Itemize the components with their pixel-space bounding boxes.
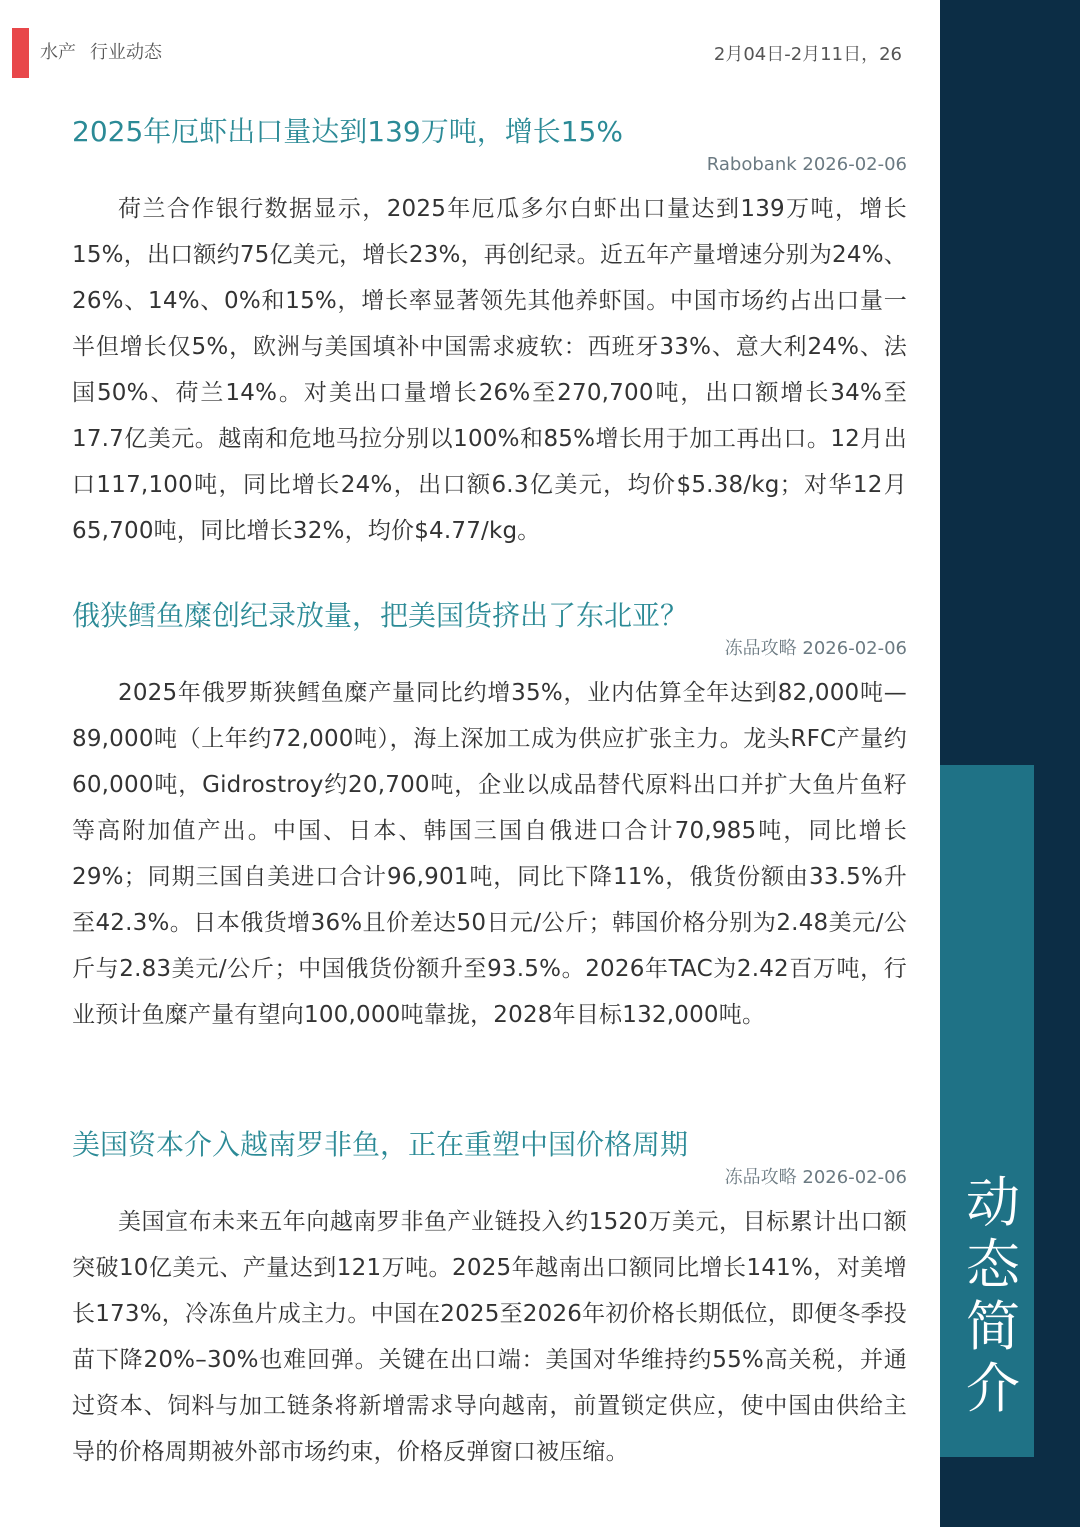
sidebar-char: 介 <box>966 1357 1020 1420</box>
article-meta <box>72 638 907 660</box>
section-marker <box>12 28 29 78</box>
article-body: 美国宣布未来五年向越南罗非鱼产业链投入约1520万美元，目标累计出口额突破10亿美元、产量达到121万吨。2025年越南出口额同比增长141%，对美增长173%，冷冻鱼片成主力。中国在2025至2026年初价格长期低位，即便冬季投苗下降20%–30%也难回弹。关键在出口端：美国对华维持约55%高关税，并通过资本、饲料与加工链条将新增需求导向越南，前置锁定供应，使中国由供给主导的价格周期被外部市场约束，价格反弹窗口被压缩。 <box>72 1209 907 1465</box>
header-section <box>40 38 162 64</box>
article-date: 2026-02-06 <box>802 154 907 175</box>
article-title[interactable]: 2025年厄虾出口量达到139万吨，增长15% <box>72 115 623 148</box>
sidebar-char: 动 <box>966 1171 1020 1234</box>
article-body: 2025年俄罗斯狭鳕鱼糜产量同比约增35%，业内估算全年达到82,000吨—89,000吨（上年约72,000吨），海上深加工成为供应扩张主力。龙头RFC产量约60,000吨，Gidrostroy约20,700吨，企业以成品替代原料出口并扩大鱼片鱼籽等高附加值产出。中国、日本、韩国三国自俄进口合计70,985吨，同比增长29%；同期三国自美进口合计96,901吨，同比下降11%，俄货份额由33.5%升至42.3%。日本俄货增36%且价差达50日元/公斤；韩国价格分别为2.48美元/公斤与2.83美元/公斤；中国俄货份额升至93.5%。2026年TAC为2.42百万吨，行业预计鱼糜产量有望向100,000吨靠拢，2028年目标132,000吨。 <box>72 680 907 1028</box>
article-meta <box>72 154 907 176</box>
article <box>72 596 907 1038</box>
article-date: 2026-02-06 <box>802 1167 907 1188</box>
article <box>72 1125 907 1475</box>
article-date: 2026-02-06 <box>802 638 907 659</box>
article-title[interactable]: 美国资本介入越南罗非鱼，正在重塑中国价格周期 <box>72 1128 689 1161</box>
header-date-range: 2月04日-2月11日，26 <box>713 44 902 65</box>
header-category-label: 行业动态 <box>90 42 162 63</box>
sidebar-char: 态 <box>966 1233 1020 1296</box>
sidebar-char: 简 <box>966 1295 1020 1358</box>
article <box>72 112 907 554</box>
article-source: 冻品攻略 <box>724 1167 797 1188</box>
article-source: 冻品攻略 <box>724 638 797 659</box>
sidebar-label <box>940 1172 1046 1420</box>
article-meta <box>72 1167 907 1189</box>
article-source: Rabobank <box>706 154 797 175</box>
article-body: 荷兰合作银行数据显示，2025年厄瓜多尔白虾出口量达到139万吨，增长15%，出口额约75亿美元，增长23%，再创纪录。近五年产量增速分别为24%、26%、14%、0%和15%，增长率显著领先其他养虾国。中国市场约占出口量一半但增长仅5%，欧洲与美国填补中国需求疲软：西班牙33%、意大利24%、法国50%、荷兰14%。对美出口量增长26%至270,700吨，出口额增长34%至17.7亿美元。越南和危地马拉分别以100%和85%增长用于加工再出口。12月出口117,100吨，同比增长24%，出口额6.3亿美元，均价$5.38/kg；对华12月65,700吨，同比增长32%，均价$4.77/kg。 <box>72 196 907 544</box>
article-title[interactable]: 俄狭鳕鱼糜创纪录放量，把美国货挤出了东北亚？ <box>72 599 689 632</box>
header-section-label: 水产 <box>40 42 76 63</box>
